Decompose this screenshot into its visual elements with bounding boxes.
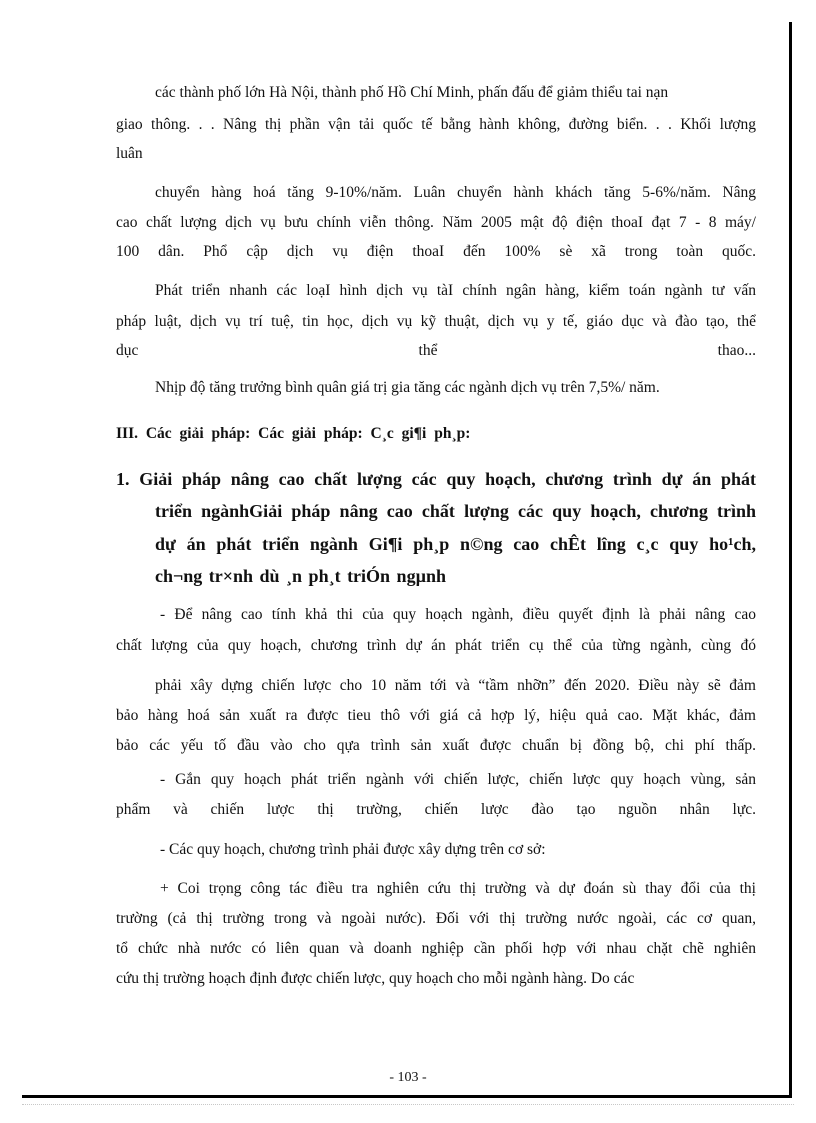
text-line: giao thông. . . Nâng thị phần vận tải quốc tế bằng hành không, đường biển. . . Khối lượng [116, 116, 756, 133]
text-line: 100 dân. Phổ cập dịch vụ điện thoaI đến 100% sè xã trong toàn quốc. [116, 243, 756, 260]
text-line: các thành phố lớn Hà Nội, thành phố Hồ Chí Minh, phấn đấu để giảm thiểu tai nạn [155, 84, 669, 101]
text-line: - Gắn quy hoạch phát triển ngành với chiến lược, chiến lược quy hoạch vùng, sản [160, 771, 756, 788]
text-line: cao chất lượng dịch vụ bưu chính viễn thông. Năm 2005 mật độ điện thoaI đạt 7 - 8 máy/ [116, 214, 756, 231]
text-line: bảo các yếu tố đầu vào cho qựa trình sản xuất được chuẩn bị đồng bộ, chi phí thấp. [116, 737, 756, 754]
text-line: phải xây dựng chiến lược cho 10 năm tới và “tầm nhỡn” đến 2020. Điều này sẽ đảm [155, 677, 756, 694]
text-line: luân [116, 145, 143, 162]
page-number: - 103 - [389, 1070, 427, 1085]
subsection-heading: 1. Giải pháp nâng cao chất lượng các quy hoạch, chương trình dự án phát [116, 469, 756, 489]
text-line: tổ chức nhà nước có liên quan và doanh nghiệp cần phối hợp với nhau chặt chẽ nghiên [116, 940, 756, 957]
text-line: trường (cả thị trường trong và ngoài nước). Đối với thị trường nước ngoài, các cơ quan, [116, 910, 756, 927]
section-heading: III. Các giải pháp: Các giải pháp: C¸c gi¶i ph¸p: [116, 425, 471, 442]
text-line: Phát triển nhanh các loạI hình dịch vụ tàI chính ngân hàng, kiểm toán ngành tư vấn [155, 282, 756, 299]
text-line: + Coi trọng công tác điều tra nghiên cứu thị trường và dự đoán sù thay đổi của thị [160, 880, 756, 897]
text-line: pháp luật, dịch vụ trí tuệ, tin học, dịch vụ kỹ thuật, dịch vụ y tế, giáo dục và đào tạo, thể [116, 313, 756, 330]
text-line: chất lượng của quy hoạch, chương trình dự án phát triển cụ thể của từng ngành, cùng đó [116, 637, 756, 654]
text-line: phẩm và chiến lược thị trường, chiến lược đào tạo nguồn nhân lực. [116, 801, 756, 818]
text-line: cứu thị trường hoạch định được chiến lược, quy hoạch cho mỗi ngành hàng. Do các [116, 970, 635, 987]
text-line: - Để nâng cao tính khả thi của quy hoạch ngành, điều quyết định là phải nâng cao [160, 606, 756, 623]
text-line: chuyển hàng hoá tăng 9-10%/năm. Luân chuyển hành khách tăng 5-6%/năm. Nâng [155, 184, 756, 201]
subsection-heading: triển ngànhGiải pháp nâng cao chất lượng các quy hoạch, chương trình [155, 501, 756, 521]
text-line: bảo hàng hoá sản xuất ra được tieu thô với giá cả hợp lý, hiệu quả cao. Mặt khác, đảm [116, 707, 756, 724]
text-line: - Các quy hoạch, chương trình phải được xây dựng trên cơ sở: [160, 841, 546, 858]
subsection-heading: ch¬ng tr×nh dù ¸n ph¸t triÓn ngµnh [155, 566, 446, 586]
dotted-rule [22, 1104, 794, 1105]
text-line: Nhịp độ tăng trưởng bình quân giá trị gia tăng các ngành dịch vụ trên 7,5%/ năm. [155, 379, 660, 396]
subsection-heading: dự án phát triển ngành Gi¶i ph¸p n©ng cao chÊt lîng c¸c quy ho¹ch, [155, 534, 756, 554]
text-line: dục thể thao... [116, 342, 756, 359]
